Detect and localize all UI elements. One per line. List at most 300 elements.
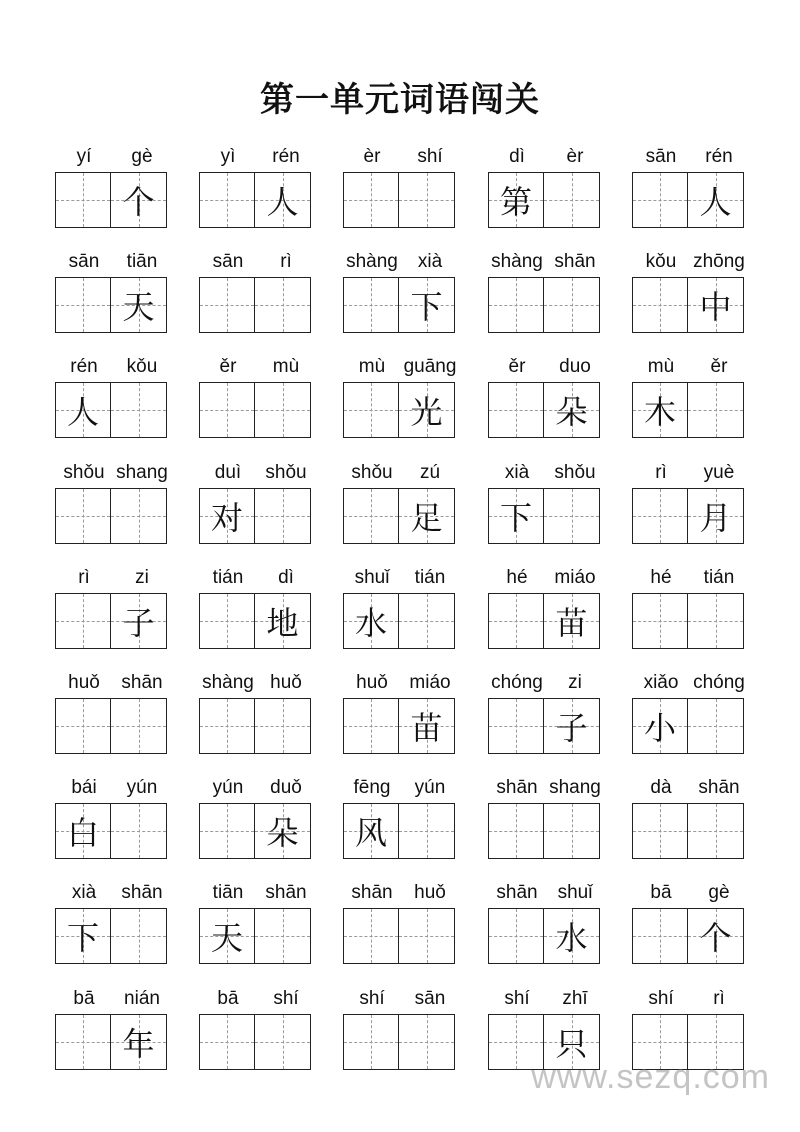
word-item [488, 356, 606, 440]
writing-box[interactable] [399, 908, 455, 964]
pinyin-label: èr [566, 146, 584, 167]
pinyin-label: shān [265, 882, 307, 903]
pinyin-label: yún [212, 777, 244, 798]
pinyin-label: shang [549, 777, 601, 798]
hanzi-character [255, 909, 310, 963]
writing-box[interactable] [55, 803, 111, 859]
writing-box[interactable] [488, 172, 544, 228]
pinyin-label: yì [220, 146, 236, 167]
writing-box[interactable] [399, 698, 455, 754]
word-item [488, 882, 606, 966]
writing-box[interactable] [544, 277, 600, 333]
writing-box[interactable] [688, 488, 744, 544]
writing-box[interactable] [255, 593, 311, 649]
pinyin-label: huǒ [414, 882, 446, 903]
writing-box[interactable] [399, 172, 455, 228]
pinyin-label: tiān [212, 882, 244, 903]
pinyin-label: yún [126, 777, 158, 798]
hanzi-character [489, 804, 543, 858]
pinyin-label: mù [272, 356, 300, 377]
pinyin-label: zhī [562, 988, 588, 1009]
writing-box[interactable] [111, 803, 167, 859]
writing-box[interactable] [399, 593, 455, 649]
hanzi-character [489, 278, 543, 332]
pinyin-label: ěr [508, 356, 526, 377]
hanzi-character [544, 489, 599, 543]
pinyin-label: bā [217, 988, 239, 1009]
pinyin-label: yí [76, 146, 92, 167]
hanzi-character [56, 173, 110, 227]
word-item [632, 356, 750, 440]
hanzi-character: 人 [699, 183, 732, 221]
hanzi-character: 第 [499, 183, 532, 221]
pinyin-label: dì [278, 567, 294, 588]
hanzi-character [489, 699, 543, 753]
writing-box[interactable] [55, 593, 111, 649]
word-item [199, 567, 317, 651]
hanzi-character [489, 594, 543, 648]
pinyin-label: ěr [710, 356, 728, 377]
writing-box[interactable] [255, 488, 311, 544]
writing-box[interactable] [55, 382, 111, 438]
word-item [343, 882, 461, 966]
hanzi-character: 人 [66, 393, 99, 431]
writing-box[interactable] [199, 803, 255, 859]
writing-box[interactable] [111, 277, 167, 333]
word-item [199, 672, 317, 756]
pinyin-label: shí [417, 146, 443, 167]
pinyin-label: shān [351, 882, 393, 903]
writing-box[interactable] [488, 593, 544, 649]
writing-box[interactable] [55, 908, 111, 964]
hanzi-character: 个 [122, 183, 155, 221]
pinyin-label: shuǐ [354, 567, 390, 588]
pinyin-label: huǒ [68, 672, 100, 693]
pinyin-label: sān [645, 146, 677, 167]
pinyin-label: shàng [202, 672, 254, 693]
pinyin-label: guāng [403, 356, 457, 377]
word-item [343, 251, 461, 335]
pinyin-label: èr [363, 146, 381, 167]
hanzi-character [255, 278, 310, 332]
pinyin-label: nián [124, 988, 160, 1009]
hanzi-character: 对 [210, 499, 243, 537]
writing-box[interactable] [399, 803, 455, 859]
hanzi-character: 天 [210, 919, 243, 957]
pinyin-label: dà [650, 777, 672, 798]
pinyin-label: xiǎo [643, 672, 679, 693]
hanzi-character [56, 278, 110, 332]
hanzi-character [255, 383, 310, 437]
pinyin-label: zú [419, 462, 441, 483]
hanzi-character: 苗 [555, 604, 588, 642]
writing-box[interactable] [632, 698, 688, 754]
hanzi-character: 风 [354, 814, 387, 852]
pinyin-label: tián [703, 567, 735, 588]
writing-box[interactable] [343, 593, 399, 649]
hanzi-character [633, 173, 687, 227]
pinyin-label: xià [417, 251, 443, 272]
writing-box[interactable] [399, 1014, 455, 1070]
writing-box[interactable] [111, 382, 167, 438]
word-item [55, 988, 173, 1072]
writing-box[interactable] [632, 277, 688, 333]
writing-box[interactable] [544, 908, 600, 964]
writing-box[interactable] [343, 172, 399, 228]
writing-box[interactable] [488, 803, 544, 859]
writing-box[interactable] [544, 593, 600, 649]
writing-box[interactable] [688, 172, 744, 228]
writing-box[interactable] [544, 698, 600, 754]
writing-box[interactable] [343, 908, 399, 964]
pinyin-label: shuǐ [557, 882, 593, 903]
pinyin-label: shí [648, 988, 674, 1009]
hanzi-character [633, 278, 687, 332]
pinyin-label: rì [655, 462, 667, 483]
hanzi-character [255, 1015, 310, 1069]
hanzi-character: 足 [410, 499, 443, 537]
pinyin-label: dì [509, 146, 525, 167]
word-item [632, 777, 750, 861]
writing-box[interactable] [199, 908, 255, 964]
pinyin-label: rén [272, 146, 300, 167]
hanzi-character: 地 [266, 604, 299, 642]
word-item [199, 462, 317, 546]
pinyin-label: shān [698, 777, 740, 798]
writing-box[interactable] [199, 698, 255, 754]
writing-box[interactable] [111, 698, 167, 754]
hanzi-character [688, 699, 743, 753]
word-item [632, 462, 750, 546]
writing-box[interactable] [632, 803, 688, 859]
pinyin-label: shān [496, 882, 538, 903]
pinyin-label: bā [650, 882, 672, 903]
hanzi-character [344, 489, 398, 543]
pinyin-label: miáo [554, 567, 596, 588]
pinyin-label: zi [568, 672, 582, 693]
writing-box[interactable] [199, 277, 255, 333]
word-item [55, 356, 173, 440]
word-item [55, 882, 173, 966]
pinyin-label: shang [116, 462, 168, 483]
hanzi-character [344, 909, 398, 963]
word-item [632, 672, 750, 756]
writing-box[interactable] [255, 382, 311, 438]
writing-box[interactable] [488, 382, 544, 438]
writing-box[interactable] [199, 172, 255, 228]
writing-box[interactable] [544, 803, 600, 859]
hanzi-character [344, 278, 398, 332]
hanzi-character: 月 [699, 499, 732, 537]
pinyin-label: bái [71, 777, 97, 798]
writing-box[interactable] [343, 1014, 399, 1070]
hanzi-character [200, 699, 254, 753]
word-item [343, 146, 461, 230]
hanzi-character [399, 1015, 454, 1069]
writing-box[interactable] [632, 172, 688, 228]
writing-box[interactable] [544, 172, 600, 228]
hanzi-character: 子 [555, 709, 588, 747]
word-item [199, 146, 317, 230]
writing-box[interactable] [343, 382, 399, 438]
writing-box[interactable] [632, 908, 688, 964]
hanzi-character [633, 804, 687, 858]
pinyin-label: zhōng [693, 251, 745, 272]
pinyin-label: shǒu [554, 462, 596, 483]
hanzi-character [200, 594, 254, 648]
hanzi-character [255, 699, 310, 753]
writing-box[interactable] [488, 698, 544, 754]
word-item [488, 146, 606, 230]
word-item [488, 777, 606, 861]
writing-box[interactable] [343, 488, 399, 544]
hanzi-character [111, 489, 166, 543]
word-item [343, 988, 461, 1072]
pinyin-label: shàng [346, 251, 398, 272]
hanzi-character [56, 594, 110, 648]
pinyin-label: shǒu [63, 462, 105, 483]
pinyin-label: tián [414, 567, 446, 588]
pinyin-label: huǒ [270, 672, 302, 693]
hanzi-character: 水 [555, 919, 588, 957]
hanzi-character [399, 173, 454, 227]
writing-box[interactable] [199, 382, 255, 438]
hanzi-character [200, 173, 254, 227]
word-item [55, 777, 173, 861]
watermark: www.sezq.com [531, 1058, 770, 1096]
pinyin-label: yún [414, 777, 446, 798]
hanzi-character: 朵 [555, 393, 588, 431]
word-item [55, 146, 173, 230]
hanzi-character: 下 [410, 288, 443, 326]
writing-box[interactable] [55, 698, 111, 754]
pinyin-label: shàng [491, 251, 543, 272]
word-item [199, 777, 317, 861]
writing-box[interactable] [688, 382, 744, 438]
writing-box[interactable] [632, 593, 688, 649]
writing-box[interactable] [255, 803, 311, 859]
writing-box[interactable] [255, 172, 311, 228]
page-title: 第一单元词语闯关 [260, 80, 540, 120]
hanzi-character [200, 278, 254, 332]
pinyin-label: hé [650, 567, 672, 588]
writing-box[interactable] [688, 698, 744, 754]
writing-box[interactable] [343, 698, 399, 754]
word-item [55, 251, 173, 335]
hanzi-character: 朵 [266, 814, 299, 852]
word-item [343, 672, 461, 756]
hanzi-character: 天 [122, 288, 155, 326]
writing-box[interactable] [488, 488, 544, 544]
writing-box[interactable] [55, 172, 111, 228]
writing-box[interactable] [199, 488, 255, 544]
hanzi-character: 苗 [410, 709, 443, 747]
pinyin-label: bā [73, 988, 95, 1009]
hanzi-character: 子 [122, 604, 155, 642]
writing-box[interactable] [111, 593, 167, 649]
writing-box[interactable] [544, 382, 600, 438]
hanzi-character [688, 804, 743, 858]
pinyin-label: zi [135, 567, 149, 588]
writing-box[interactable] [199, 1014, 255, 1070]
hanzi-character [489, 383, 543, 437]
writing-box[interactable] [111, 908, 167, 964]
hanzi-character: 下 [66, 919, 99, 957]
pinyin-label: rì [78, 567, 90, 588]
hanzi-character [56, 489, 110, 543]
pinyin-label: sān [212, 251, 244, 272]
writing-box[interactable] [632, 488, 688, 544]
word-item [199, 882, 317, 966]
hanzi-character [111, 804, 166, 858]
pinyin-label: shí [273, 988, 299, 1009]
pinyin-label: duo [559, 356, 591, 377]
pinyin-label: yuè [703, 462, 735, 483]
word-item [632, 146, 750, 230]
pinyin-label: tiān [126, 251, 158, 272]
pinyin-label: kǒu [126, 356, 158, 377]
hanzi-character: 水 [354, 604, 387, 642]
hanzi-character [544, 278, 599, 332]
hanzi-character [344, 383, 398, 437]
writing-box[interactable] [544, 488, 600, 544]
writing-box[interactable] [688, 593, 744, 649]
hanzi-character [344, 173, 398, 227]
writing-box[interactable] [688, 803, 744, 859]
writing-box[interactable] [688, 277, 744, 333]
pinyin-label: shí [504, 988, 530, 1009]
pinyin-label: xià [71, 882, 97, 903]
writing-box[interactable] [255, 277, 311, 333]
hanzi-character [255, 489, 310, 543]
pinyin-label: kǒu [645, 251, 677, 272]
pinyin-label: rì [280, 251, 292, 272]
hanzi-character: 人 [266, 183, 299, 221]
hanzi-character: 小 [643, 709, 676, 747]
pinyin-label: miáo [409, 672, 451, 693]
writing-box[interactable] [488, 277, 544, 333]
hanzi-character [399, 594, 454, 648]
word-item [632, 882, 750, 966]
hanzi-character [633, 489, 687, 543]
writing-box[interactable] [55, 1014, 111, 1070]
hanzi-character [688, 594, 743, 648]
hanzi-character [344, 699, 398, 753]
word-item [488, 462, 606, 546]
word-item [343, 356, 461, 440]
pinyin-label: mù [647, 356, 675, 377]
pinyin-label: ěr [219, 356, 237, 377]
word-item [55, 672, 173, 756]
hanzi-character: 光 [410, 393, 443, 431]
pinyin-label: duǒ [270, 777, 302, 798]
hanzi-character [399, 804, 454, 858]
pinyin-label: shān [496, 777, 538, 798]
hanzi-character: 白 [66, 814, 99, 852]
hanzi-character [111, 699, 166, 753]
writing-box[interactable] [632, 382, 688, 438]
writing-box[interactable] [55, 488, 111, 544]
pinyin-label: shān [554, 251, 596, 272]
writing-box[interactable] [399, 488, 455, 544]
pinyin-label: shān [121, 882, 163, 903]
hanzi-character: 年 [122, 1025, 155, 1063]
writing-box[interactable] [399, 277, 455, 333]
writing-box[interactable] [111, 488, 167, 544]
writing-box[interactable] [399, 382, 455, 438]
pinyin-label: hé [506, 567, 528, 588]
hanzi-character [489, 909, 543, 963]
pinyin-label: shí [359, 988, 385, 1009]
word-item [488, 251, 606, 335]
writing-box[interactable] [199, 593, 255, 649]
pinyin-label: rén [70, 356, 98, 377]
writing-box[interactable] [255, 908, 311, 964]
pinyin-label: mù [358, 356, 386, 377]
hanzi-character [544, 173, 599, 227]
hanzi-character [344, 1015, 398, 1069]
word-item [632, 567, 750, 651]
writing-box[interactable] [488, 908, 544, 964]
pinyin-label: fēng [353, 777, 391, 798]
writing-box[interactable] [111, 172, 167, 228]
word-item [199, 251, 317, 335]
hanzi-character [111, 383, 166, 437]
hanzi-character: 中 [699, 288, 732, 326]
writing-box[interactable] [343, 803, 399, 859]
pinyin-label: rén [705, 146, 733, 167]
pinyin-label: huǒ [356, 672, 388, 693]
word-item [55, 462, 173, 546]
writing-box[interactable] [255, 698, 311, 754]
hanzi-character: 个 [699, 919, 732, 957]
hanzi-character [544, 804, 599, 858]
hanzi-character [200, 804, 254, 858]
hanzi-character: 下 [499, 499, 532, 537]
hanzi-character [200, 1015, 254, 1069]
writing-box[interactable] [343, 277, 399, 333]
word-item [343, 567, 461, 651]
hanzi-character [633, 909, 687, 963]
pinyin-label: xià [504, 462, 530, 483]
pinyin-label: shǒu [265, 462, 307, 483]
hanzi-character: 木 [643, 393, 676, 431]
hanzi-character [111, 909, 166, 963]
pinyin-label: gè [708, 882, 730, 903]
writing-box[interactable] [111, 1014, 167, 1070]
pinyin-label: chóng [693, 672, 745, 693]
writing-box[interactable] [255, 1014, 311, 1070]
hanzi-character [56, 699, 110, 753]
pinyin-label: sān [68, 251, 100, 272]
word-item [55, 567, 173, 651]
pinyin-label: gè [131, 146, 153, 167]
word-item [488, 567, 606, 651]
writing-box[interactable] [55, 277, 111, 333]
pinyin-label: chóng [491, 672, 543, 693]
writing-box[interactable] [688, 908, 744, 964]
word-item [488, 672, 606, 756]
hanzi-character [200, 383, 254, 437]
hanzi-character [633, 594, 687, 648]
hanzi-character [56, 1015, 110, 1069]
hanzi-character [399, 909, 454, 963]
word-item [199, 988, 317, 1072]
pinyin-label: shān [121, 672, 163, 693]
pinyin-label: sān [414, 988, 446, 1009]
word-item [632, 251, 750, 335]
word-item [343, 777, 461, 861]
